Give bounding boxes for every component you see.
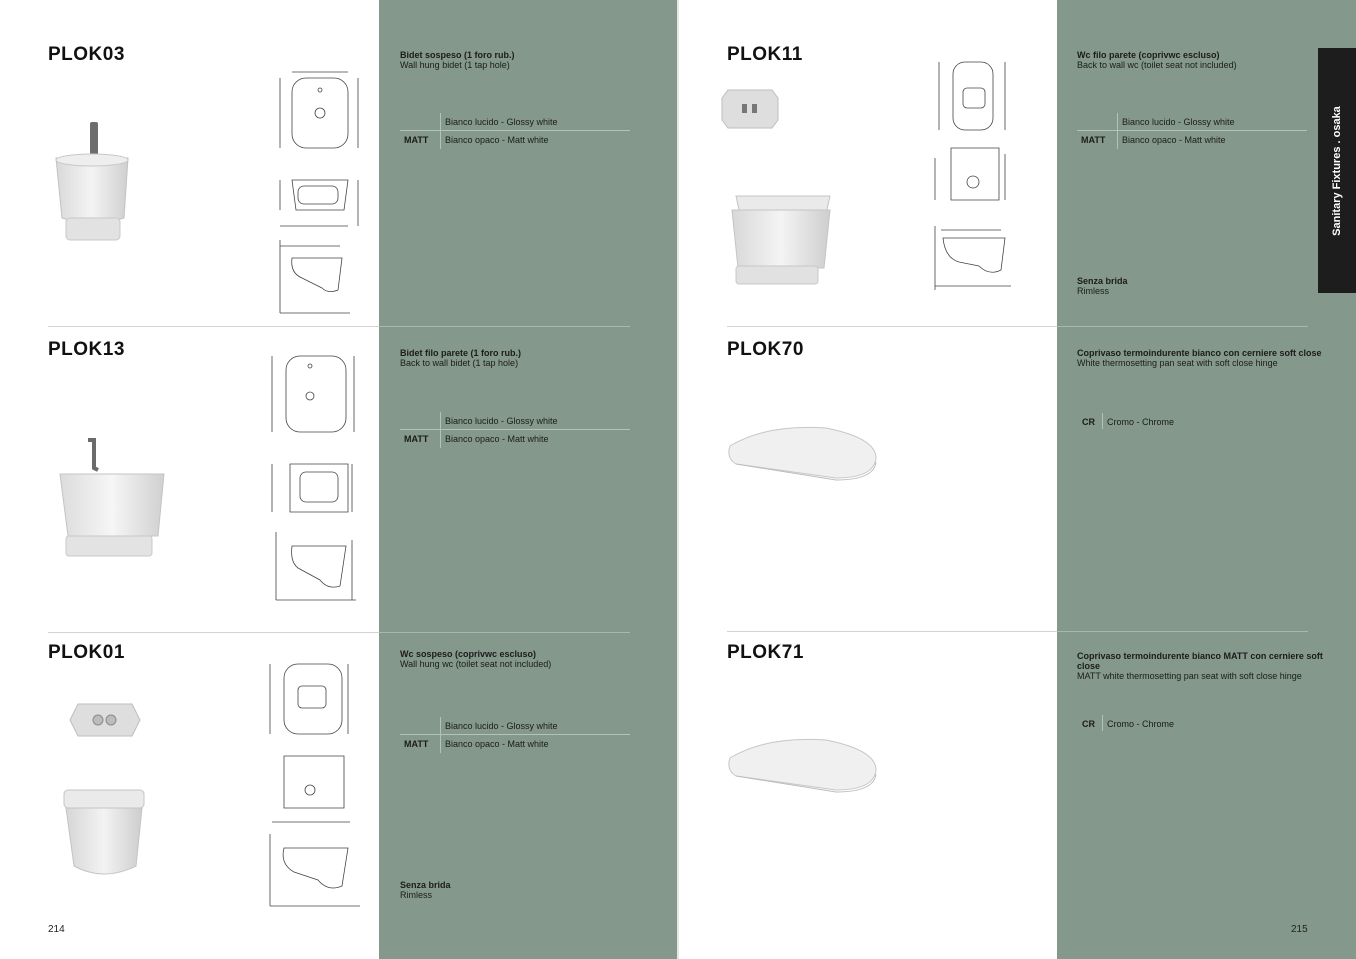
finish-label: Bianco opaco - Matt white [445, 739, 549, 749]
description-english: Back to wall wc (toilet seat not included) [1077, 60, 1237, 70]
product-description [400, 649, 630, 669]
finish-table [400, 412, 630, 447]
finish-code: MATT [1081, 135, 1106, 145]
finish-code: MATT [404, 434, 429, 444]
page-number: 215 [1291, 924, 1308, 935]
description-english: Wall hung bidet (1 tap hole) [400, 60, 510, 70]
description-english: MATT white thermosetting pan seat with soft close hinge [1077, 671, 1302, 681]
description-english: Back to wall bidet (1 tap hole) [400, 358, 519, 368]
finish-code: MATT [404, 739, 429, 749]
note-italian: Senza brida [1077, 276, 1128, 286]
description-english: Wall hung wc (toilet seat not included) [400, 659, 552, 669]
section-side-tab [1318, 48, 1356, 293]
finish-label: Bianco opaco - Matt white [445, 434, 549, 444]
finish-label: Cromo - Chrome [1107, 719, 1175, 729]
product-code: PLOK71 [727, 642, 804, 663]
description-italian: Wc sospeso (coprivwc escluso) [400, 649, 537, 659]
finish-table [1077, 113, 1307, 148]
finish-label: Bianco lucido - Glossy white [1122, 117, 1235, 127]
finish-table [400, 113, 630, 148]
description-italian: Coprivaso termoindurente bianco MATT con cerniere soft close [1077, 651, 1323, 671]
finish-label: Cromo - Chrome [1107, 417, 1175, 427]
finish-label: Bianco lucido - Glossy white [445, 416, 558, 426]
finish-row [400, 735, 630, 752]
finish-row [400, 131, 630, 148]
finish-row [1077, 715, 1277, 731]
product-note [1077, 276, 1277, 296]
description-italian: Bidet filo parete (1 foro rub.) [400, 348, 522, 358]
bidet-product-photo [58, 440, 168, 562]
finish-label: Bianco opaco - Matt white [445, 135, 549, 145]
note-english: Rimless [1077, 286, 1110, 296]
toilet-seat-photo [726, 736, 880, 796]
finish-label: Bianco lucido - Glossy white [445, 117, 558, 127]
bidet-product-photo [52, 118, 132, 248]
note-italian: Senza brida [400, 880, 451, 890]
finish-row [1077, 131, 1307, 148]
description-italian: Coprivaso termoindurente bianco con cerniere soft close [1077, 348, 1322, 358]
page-number: 214 [48, 924, 65, 935]
finish-code: CR [1082, 417, 1095, 427]
technical-drawing [268, 350, 360, 605]
product-description [1077, 348, 1337, 368]
product-description [1077, 50, 1307, 70]
finish-code: CR [1082, 719, 1095, 729]
flush-plate-photo [720, 88, 780, 130]
finish-table [400, 717, 630, 752]
section-divider [48, 632, 379, 633]
product-description [400, 348, 630, 368]
product-code: PLOK03 [48, 44, 125, 65]
product-description [400, 50, 630, 70]
back-to-wall-wc-photo [726, 190, 836, 290]
description-italian: Bidet sospeso (1 foro rub.) [400, 50, 515, 60]
note-english: Rimless [400, 890, 433, 900]
finish-row [1077, 413, 1277, 429]
section-divider [1057, 326, 1308, 327]
finish-label: Bianco opaco - Matt white [1122, 135, 1226, 145]
product-code: PLOK70 [727, 339, 804, 360]
section-divider [727, 326, 1057, 327]
description-italian: Wc filo parete (coprivwc escluso) [1077, 50, 1220, 60]
finish-label: Bianco lucido - Glossy white [445, 721, 558, 731]
finish-row [400, 412, 630, 430]
section-divider [379, 326, 630, 327]
product-note [400, 880, 600, 900]
finish-row [1077, 113, 1307, 131]
technical-drawing [264, 650, 362, 912]
finish-row [400, 430, 630, 447]
finish-row [400, 113, 630, 131]
finish-row [400, 717, 630, 735]
wall-hung-wc-photo [62, 786, 146, 884]
section-divider [379, 632, 630, 633]
description-english: White thermosetting pan seat with soft close hinge [1077, 358, 1278, 368]
section-divider [1057, 631, 1308, 632]
product-code: PLOK13 [48, 339, 125, 360]
technical-drawing [272, 68, 362, 318]
product-code: PLOK11 [727, 44, 803, 65]
product-code: PLOK01 [48, 642, 125, 663]
technical-drawing [925, 54, 1015, 296]
product-description [1077, 651, 1347, 681]
side-tab-label: Sanitary Fixtures . osaka [1331, 105, 1343, 236]
finish-code: MATT [404, 135, 429, 145]
toilet-seat-photo [726, 424, 880, 484]
section-divider [727, 631, 1057, 632]
flush-plate-photo [68, 702, 142, 738]
section-divider [48, 326, 379, 327]
